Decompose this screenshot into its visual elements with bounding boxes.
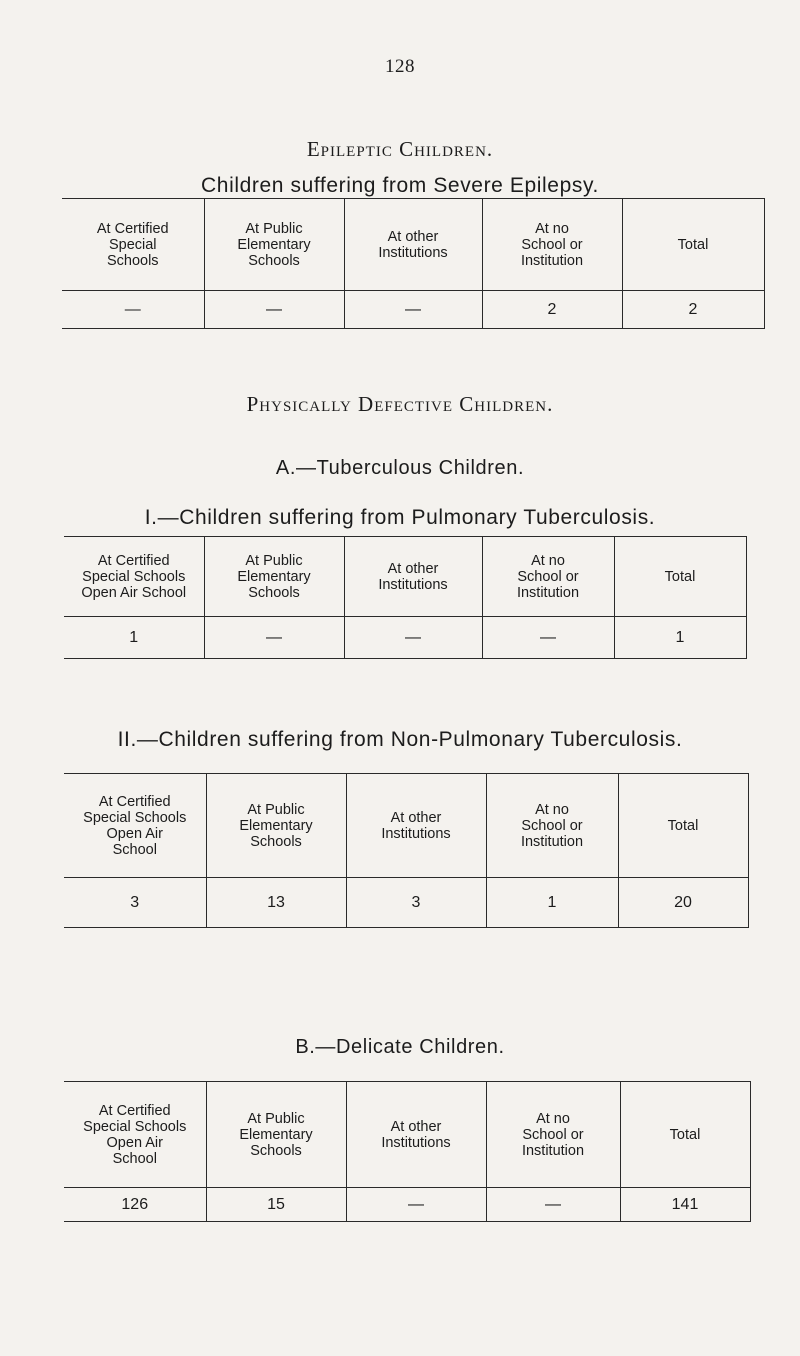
col-public-elementary: At Public Elementary Schools <box>204 537 344 617</box>
table-header-row <box>64 1082 750 1188</box>
cell-public-elementary: 13 <box>206 878 346 928</box>
col-total: Total <box>622 199 764 291</box>
cell-no-school: 2 <box>482 291 622 329</box>
physically-defective-heading: Physically Defective Children. <box>246 392 554 416</box>
delicate-heading: B.—Delicate Children. <box>295 1036 505 1058</box>
table-header-row <box>64 774 748 878</box>
pulmonary-subheading: I.—Children suffering from Pulmonary Tuberculosis. <box>144 506 656 529</box>
col-other-institutions: At other Institutions <box>346 774 486 878</box>
cell-total: 20 <box>618 878 748 928</box>
col-no-school: At no School or Institution <box>482 199 622 291</box>
pulmonary-table <box>64 536 747 659</box>
cell-no-school: 1 <box>486 878 618 928</box>
non-pulmonary-subheading: II.—Children suffering from Non-Pulmonary Tuberculosis. <box>117 728 683 751</box>
non-pulmonary-table <box>64 773 749 928</box>
page-number: 128 <box>385 56 415 77</box>
epileptic-heading: Epileptic Children. <box>306 137 494 161</box>
col-total: Total <box>614 537 746 617</box>
table-row <box>64 617 746 659</box>
cell-no-school: — <box>486 1188 620 1222</box>
col-public-elementary: At Public Elementary Schools <box>204 199 344 291</box>
epileptic-subheading: Children suffering from Severe Epilepsy. <box>201 174 599 197</box>
cell-total: 1 <box>614 617 746 659</box>
cell-total: 141 <box>620 1188 750 1222</box>
tuberculous-heading: A.—Tuberculous Children. <box>275 457 525 479</box>
col-certified-special: At Certified Special Schools Open Air School <box>64 537 204 617</box>
col-total: Total <box>618 774 748 878</box>
table-row <box>64 1188 750 1222</box>
table-row <box>64 878 748 928</box>
col-other-institutions: At other Institutions <box>346 1082 486 1188</box>
col-no-school: At no School or Institution <box>482 537 614 617</box>
col-no-school: At no School or Institution <box>486 1082 620 1188</box>
cell-public-elementary: — <box>204 617 344 659</box>
col-certified-special: At Certified Special Schools <box>62 199 204 291</box>
cell-total: 2 <box>622 291 764 329</box>
cell-certified-special: 126 <box>64 1188 206 1222</box>
col-total: Total <box>620 1082 750 1188</box>
cell-certified-special: — <box>62 291 204 329</box>
cell-other-institutions: — <box>344 617 482 659</box>
col-other-institutions: At other Institutions <box>344 199 482 291</box>
col-public-elementary: At Public Elementary Schools <box>206 1082 346 1188</box>
cell-other-institutions: — <box>346 1188 486 1222</box>
cell-other-institutions: — <box>344 291 482 329</box>
col-certified-special: At Certified Special Schools Open Air School <box>64 774 206 878</box>
cell-other-institutions: 3 <box>346 878 486 928</box>
col-public-elementary: At Public Elementary Schools <box>206 774 346 878</box>
col-certified-special: At Certified Special Schools Open Air School <box>64 1082 206 1188</box>
table-header-row <box>62 199 764 291</box>
table-row <box>62 291 764 329</box>
cell-public-elementary: — <box>204 291 344 329</box>
cell-no-school: — <box>482 617 614 659</box>
col-other-institutions: At other Institutions <box>344 537 482 617</box>
cell-certified-special: 1 <box>64 617 204 659</box>
col-no-school: At no School or Institution <box>486 774 618 878</box>
cell-certified-special: 3 <box>64 878 206 928</box>
epileptic-table <box>62 198 765 329</box>
table-header-row <box>64 537 746 617</box>
cell-public-elementary: 15 <box>206 1188 346 1222</box>
delicate-table <box>64 1081 751 1222</box>
